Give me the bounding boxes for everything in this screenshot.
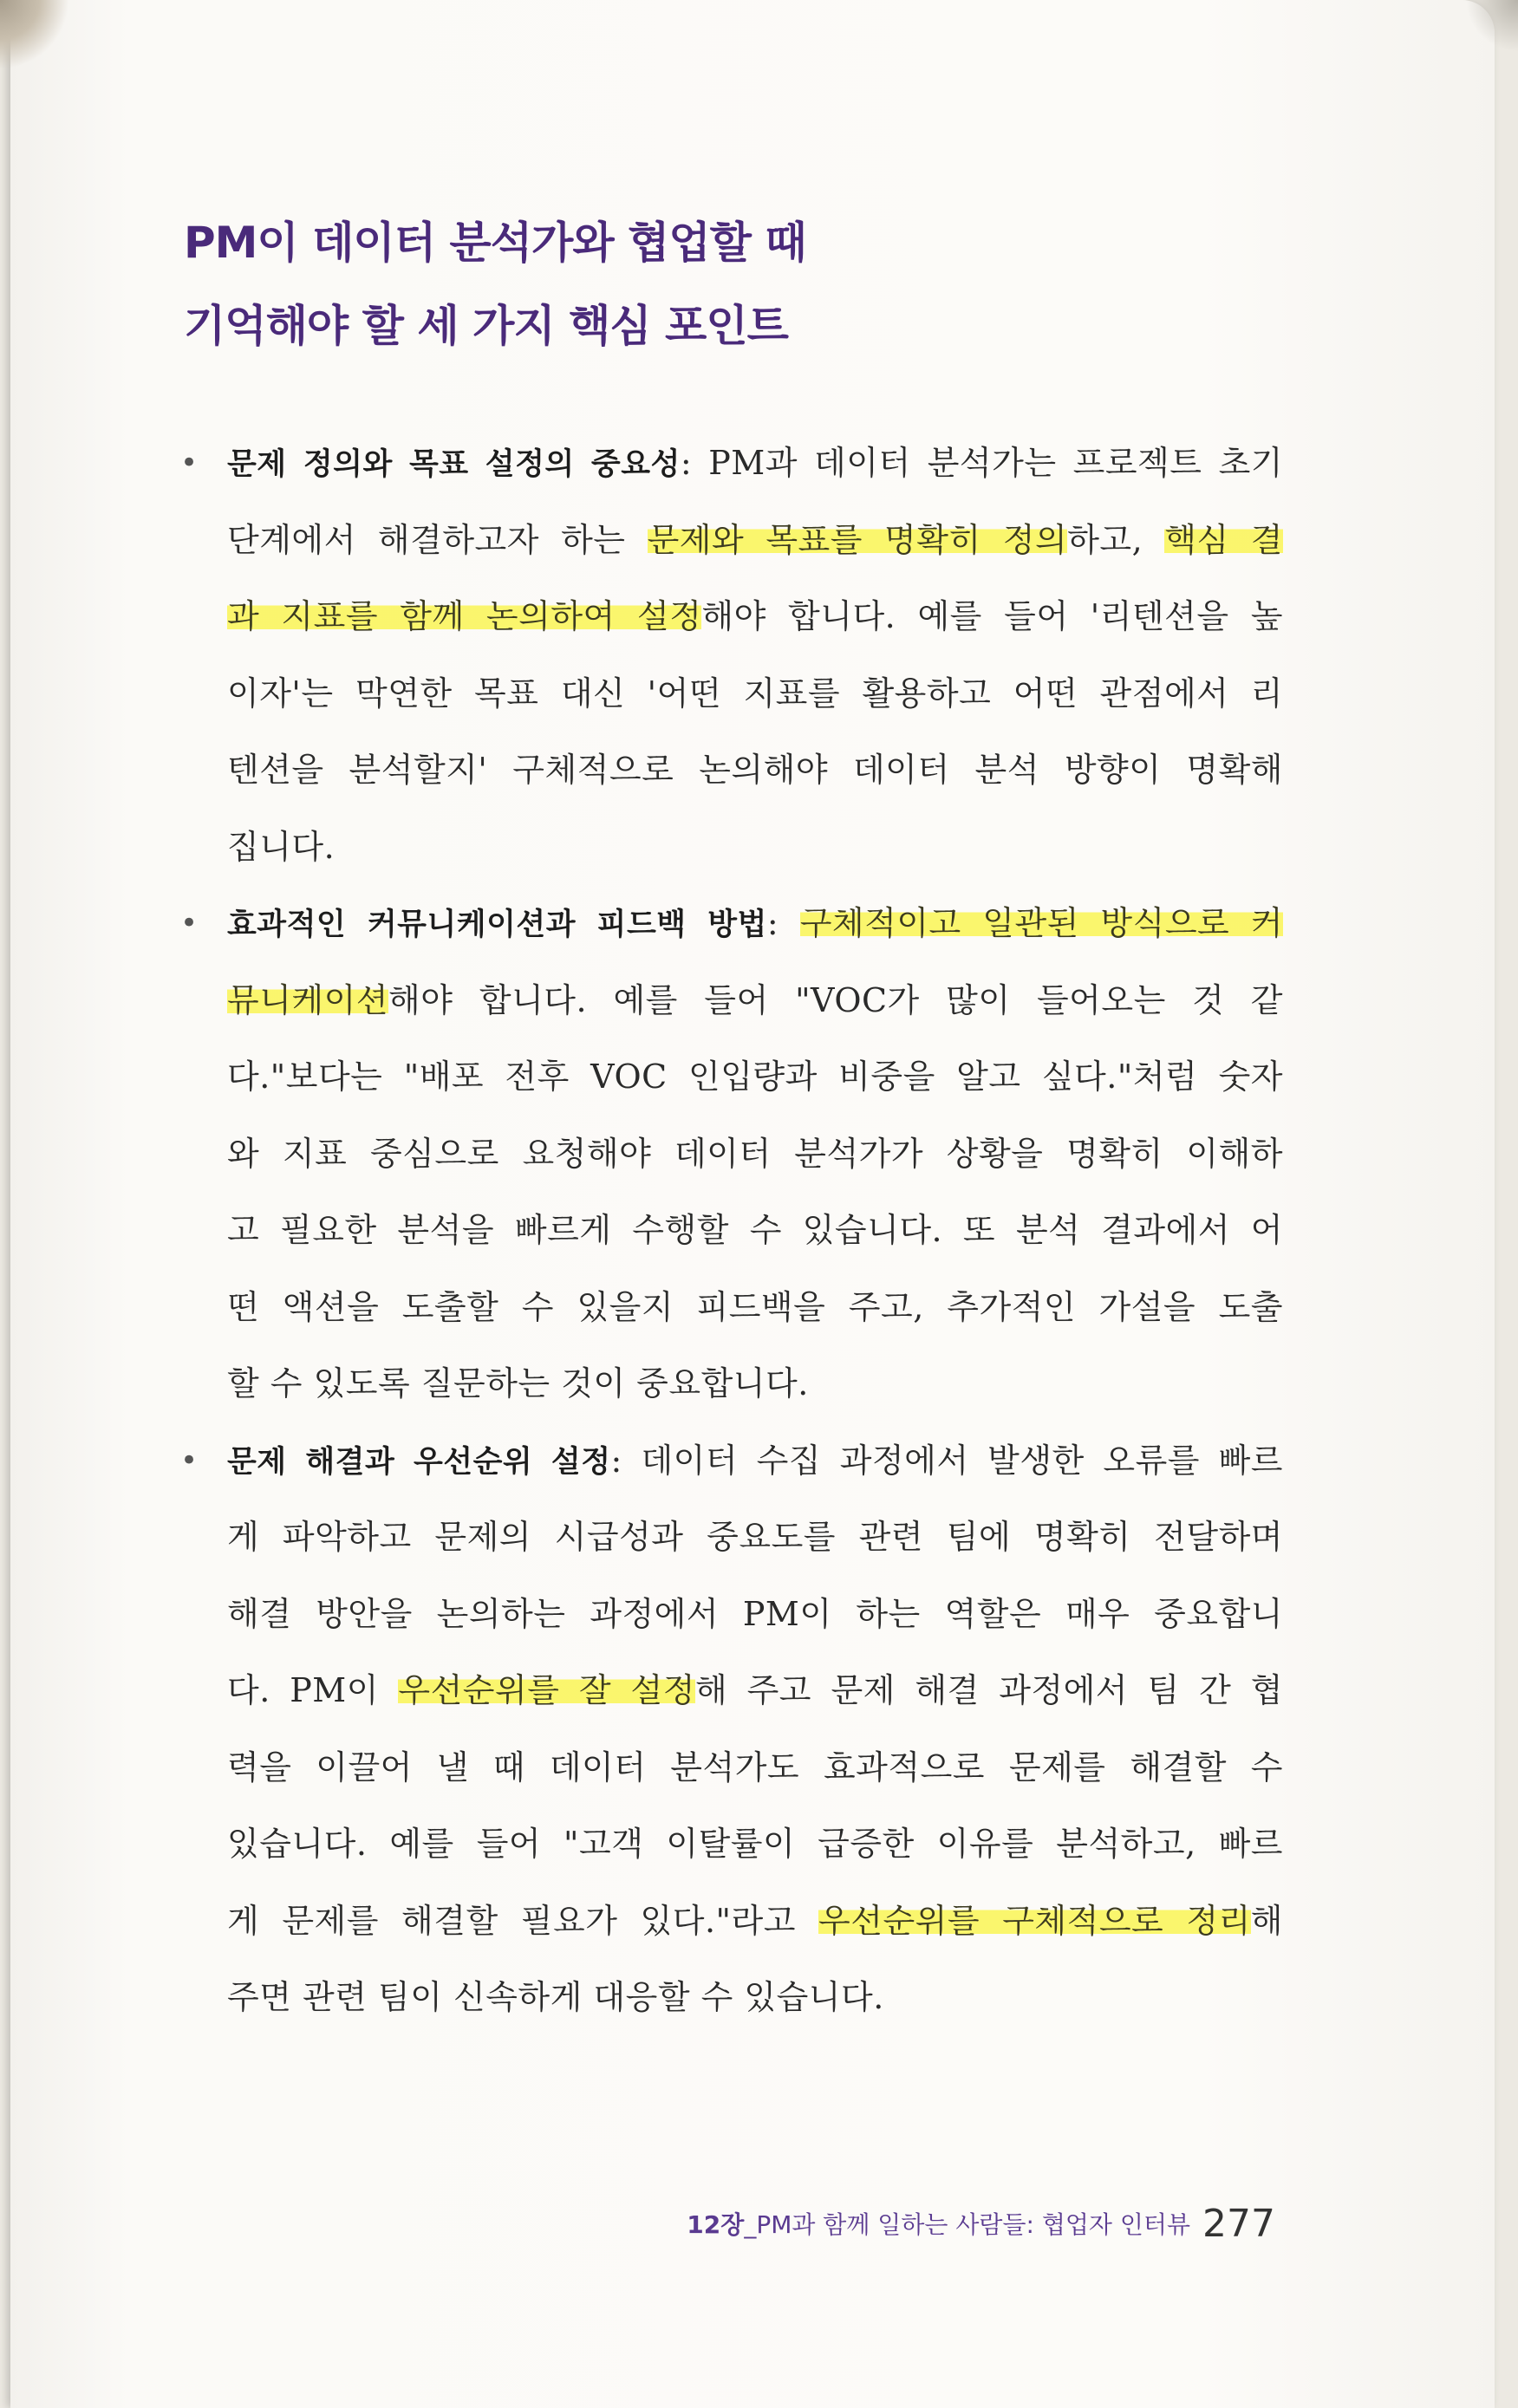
page-footer [687,2202,1275,2246]
highlighted-text: 뮤니케이션 [227,980,389,1019]
highlighted-text: 문제와 목표를 명확히 정의 [647,520,1068,559]
text-line [227,1499,1283,1576]
highlighted-text: 우선순위를 잘 설정 [398,1671,695,1709]
bullet-list [173,425,1283,2036]
bullet-item [173,425,1283,885]
text-segment: 떤 액션을 도출할 수 있을지 피드백을 주고, 추가적인 가설을 도출 [227,1287,1283,1326]
text-segment: 텐션을 분석할지' 구체적으로 논의해야 데이터 분석 방향이 명확해 [227,751,1283,789]
text-line [227,1038,1283,1116]
text-segment: 해야 합니다. 예를 들어 "VOC가 많이 들어오는 것 같 [388,980,1283,1019]
text-segment: 집니다. [227,827,336,866]
page-corner-shadow [0,0,69,69]
text-line [227,809,1283,886]
text-line [227,1576,1283,1653]
highlighted-text: 구체적이고 일관된 방식으로 커 [799,904,1283,942]
text-line [227,885,1283,962]
text-segment: 와 지표 중심으로 요청해야 데이터 분석가가 상황을 명확히 이해하 [227,1134,1283,1173]
text-line [227,1883,1283,1960]
bullet-marker: • [180,1442,199,1478]
heading-line-1: PM이 데이터 분석가와 협업할 때 [184,218,806,268]
text-segment: 할 수 있도록 질문하는 것이 중요합니다. [227,1364,809,1402]
text-segment: : 데이터 수집 과정에서 발생한 오류를 빠르 [610,1441,1283,1480]
text-line [227,502,1283,579]
bullet-item [173,1422,1283,2036]
text-line [227,1652,1283,1729]
text-segment: 있습니다. 예를 들어 "고객 이탈률이 급증한 이유를 분석하고, 빠르 [227,1825,1283,1863]
text-line [227,578,1283,655]
bullet-marker: • [180,906,199,940]
section-heading [184,201,1224,368]
text-segment: 하고, [1067,520,1165,559]
highlighted-text: 과 지표를 함께 논의하여 설정 [227,597,702,635]
text-line [227,1806,1283,1883]
text-line [227,1959,1283,2036]
text-segment: 해야 합니다. 예를 들어 '리텐션을 높 [701,597,1283,635]
text-segment: 게 문제를 해결할 필요가 있다."라고 [227,1901,819,1940]
text-line [227,1116,1283,1193]
text-segment: 고 필요한 분석을 빠르게 수행할 수 있습니다. 또 분석 결과에서 어 [227,1211,1283,1249]
bullet-term: 문제 해결과 우선순위 설정 [227,1444,611,1480]
footer-title: _PM과 함께 일하는 사람들: 협업자 인터뷰 [744,2210,1191,2239]
text-segment: 다."보다는 "배포 전후 VOC 인입량과 비중을 알고 싶다."처럼 숫자 [227,1058,1283,1096]
text-segment: 해 주고 문제 해결 과정에서 팀 간 협 [694,1671,1283,1709]
text-line [227,655,1283,732]
text-line [227,1729,1283,1806]
text-line [227,962,1283,1039]
text-segment: 게 파악하고 문제의 시급성과 중요도를 관련 팀에 명확히 전달하며 [227,1518,1283,1556]
text-segment: 해결 방안을 논의하는 과정에서 PM이 하는 역할은 매우 중요합니 [227,1594,1283,1633]
heading-line-2: 기억해야 할 세 가지 핵심 포인트 [184,301,788,351]
text-line [227,1345,1283,1422]
text-segment: : PM과 데이터 분석가는 프로젝트 초기 [680,444,1283,482]
bullet-term: 문제 정의와 목표 설정의 중요성 [227,447,681,482]
highlighted-text: 핵심 결 [1164,520,1284,559]
text-line [227,1192,1283,1269]
text-segment: 력을 이끌어 낼 때 데이터 분석가도 효과적으로 문제를 해결할 수 [227,1747,1283,1786]
text-segment: 이자'는 막연한 목표 대신 '어떤 지표를 활용하고 어떤 관점에서 리 [227,674,1283,713]
text-segment: 해 [1250,1901,1283,1940]
bullet-term: 효과적인 커뮤니케이션과 피드백 방법 [227,908,767,942]
text-segment: 단계에서 해결하고자 하는 [227,520,648,559]
text-line [227,732,1283,809]
text-segment: 다. PM이 [227,1671,399,1709]
page-number: 277 [1202,2202,1275,2246]
page-corner-shadow-right [1466,0,1518,52]
text-line [227,425,1283,502]
highlighted-text: 우선순위를 구체적으로 정리 [818,1901,1251,1940]
bullet-marker: • [180,446,199,480]
bullet-item [173,885,1283,1422]
footer-chapter: 12장 [687,2210,745,2239]
text-line [227,1269,1283,1346]
text-line [227,1422,1283,1500]
text-segment: 주면 관련 팀이 신속하게 대응할 수 있습니다. [227,1978,884,2016]
text-segment: : [766,904,800,942]
